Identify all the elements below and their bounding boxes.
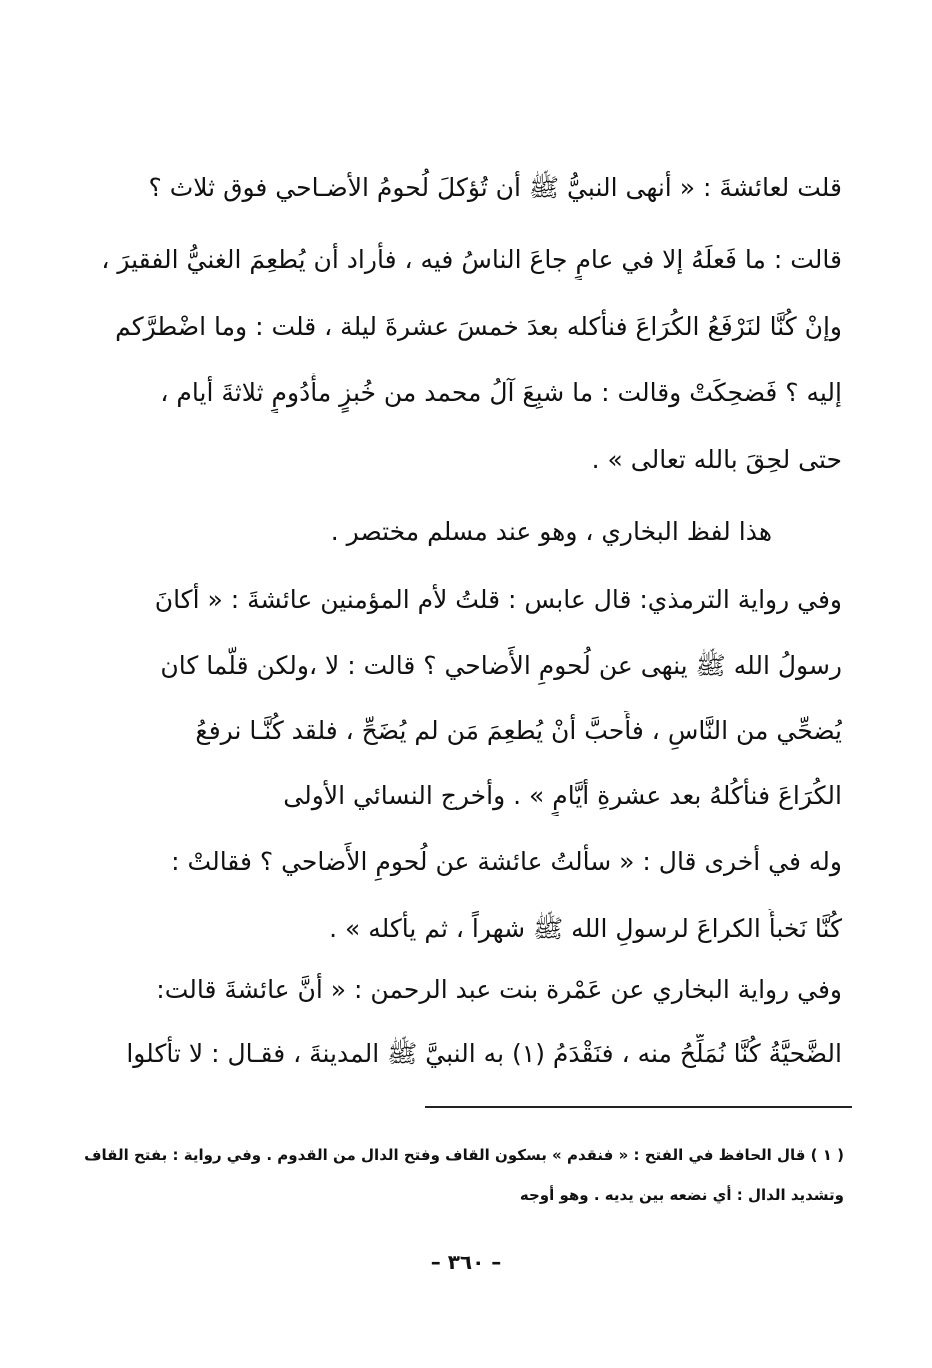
text-line: وفي رواية البخاري عن عَمْرة بنت عبد الرحمن : « أنَّ عائشةَ قالت:	[156, 975, 842, 1004]
text-line: وفي رواية الترمذي: قال عابس : قلتُ لأم المؤمنين عائشةَ : « أكانَ	[154, 585, 842, 614]
footnote-line: وتشديد الدال : أي نضعه بين يديه . وهو أوجه	[519, 1186, 844, 1204]
text-line: وله في أخرى قال : « سألتُ عائشة عن لُحومِ الأَضاحي ؟ فقالتْ :	[171, 847, 842, 876]
text-line: كُنَّا نَخبأُ الكراعَ لرسولِ الله ﷺ شهراً ، ثم يأكله » .	[329, 914, 842, 943]
text-line: وإنْ كُنَّا لنَرْفَعُ الكُرَاعَ فنأكله بعدَ خمسَ عشرةَ ليلة ، قلت : وما اضْطرَّكم	[115, 312, 842, 341]
page-number: – ٣٦٠ –	[430, 1250, 502, 1274]
text-line: الضَّحيَّةُ كُنَّا نُمَلِّحُ منه ، فنَقْدَمُ (١) به النبيَّ ﷺ المدينةَ ، فقـال : لا تأكلوا	[126, 1039, 842, 1068]
text-line: رسولُ الله ﷺ ينهى عن لُحومِ الأَضاحي ؟ قالت : لا ،ولكن قلّما كان	[160, 651, 842, 680]
text-line: إليه ؟ فَضحِكَتْ وقالت : ما شبِعَ آلُ محمد من خُبزٍ مأْدُومٍ ثلاثةَ أيام ،	[160, 378, 842, 407]
text-line: يُضحِّي من النَّاسِ ، فأَحبَّ أنْ يُطعِمَ مَن لم يُضَحِّ ، فلقد كُنَّـا نرفعُ	[195, 716, 842, 745]
text-line: حتى لحِقَ بالله تعالى » .	[591, 445, 842, 474]
text-line: قلت لعائشةَ : « أنهى النبيُّ ﷺ أن تُؤكلَ لُحومُ الأضـاحي فوق ثلاث ؟	[148, 173, 842, 202]
text-line: هذا لفظ البخاري ، وهو عند مسلم مختصر .	[330, 517, 772, 546]
footnote-line: ( ١ ) قال الحافظ في الفتح : « فنقدم » بسكون القاف وفتح الدال من القدوم . وفي رواية : بفتح القاف	[84, 1146, 844, 1164]
text-line: قالت : ما فَعلَهُ إلا في عامٍ جاعَ الناسُ فيه ، فأراد أن يُطعِمَ الغنيُّ الفقيرَ ،	[101, 245, 842, 274]
footnote-separator	[425, 1106, 852, 1108]
text-line: الكُرَاعَ فنأكُلهُ بعد عشرةِ أيَّامٍ » . وأخرج النسائي الأولى	[283, 781, 842, 810]
